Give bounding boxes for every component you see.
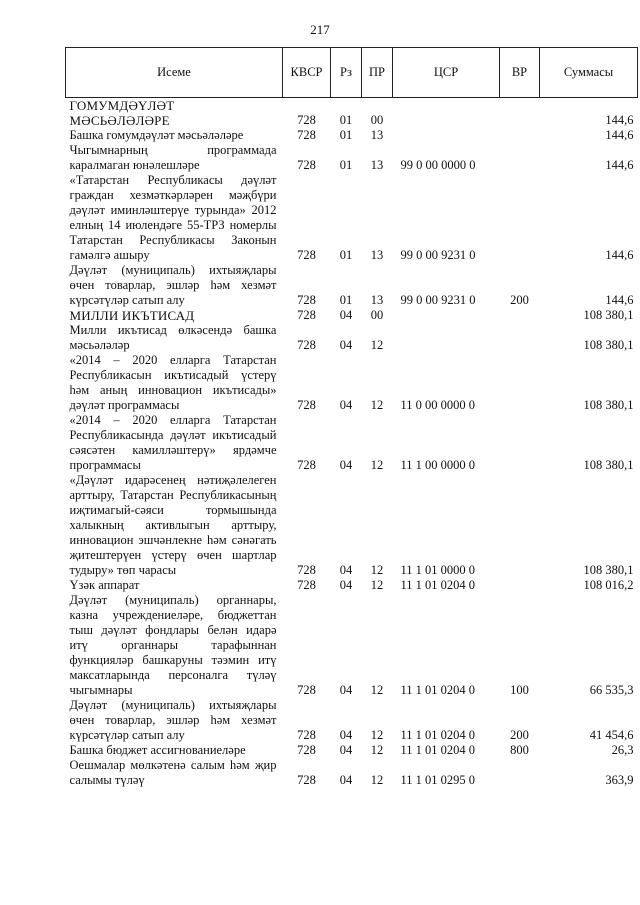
- cell-sum: 144,6: [605, 158, 634, 172]
- cell-kvsr: 728: [283, 98, 331, 129]
- table-row: [66, 578, 638, 593]
- cell-pr: 12: [370, 458, 384, 472]
- cell-pr: 13: [370, 158, 384, 172]
- cell-pr: 12: [370, 683, 384, 697]
- cell-kvsr: 728: [297, 338, 316, 352]
- table-row: [66, 308, 638, 323]
- cell-rz: 01: [331, 98, 362, 129]
- cell-name: Дәүләт (муниципаль) ихтыяҗлары өчен товарлар, эшләр һәм хезмәт күрсәтүләр сатып алу: [69, 263, 277, 307]
- cell-rz: 04: [339, 743, 353, 757]
- cell-kvsr: 728: [297, 683, 316, 697]
- cell-pr: 00: [370, 308, 384, 322]
- table-row: [66, 353, 638, 413]
- cell-rz: 04: [339, 728, 353, 742]
- cell-pr: 12: [370, 338, 384, 352]
- table-row: [66, 413, 638, 473]
- cell-vr: [500, 758, 540, 788]
- cell-pr: 12: [370, 728, 384, 742]
- table-row: [66, 263, 638, 308]
- cell-vr: [500, 143, 540, 173]
- cell-rz: 04: [339, 578, 353, 592]
- cell-sum: 108 380,1: [583, 308, 634, 322]
- cell-vr: [500, 473, 540, 578]
- table-row: [66, 173, 638, 263]
- cell-name: «2014 – 2020 елларга Татарстан Республикасын икътисадый үстерү һәм аның инновацион икътисады» дәүләт программасы: [69, 353, 277, 412]
- cell-sum: 66 535,3: [589, 683, 634, 697]
- cell-name: Милли икътисад өлкәсендә башка мәсьәләләр: [69, 323, 277, 352]
- cell-name: Оешмалар мөлкәтенә салым һәм җир салымы түләү: [69, 758, 277, 787]
- cell-sum: 144,6: [605, 248, 634, 262]
- cell-vr: [500, 323, 540, 353]
- cell-name: МИЛЛИ ИКЪТИСАД: [69, 308, 195, 323]
- cell-sum: 108 380,1: [583, 563, 634, 577]
- cell-pr: 00: [362, 98, 393, 129]
- page-number: 217: [310, 22, 330, 37]
- cell-pr: 12: [370, 398, 384, 412]
- cell-name: Чыгымнарның программада каралмаган юнәлешләре: [69, 143, 277, 172]
- cell-vr: 200: [510, 728, 529, 742]
- cell-csr: 11 1 01 0295 0: [400, 773, 476, 787]
- column-header-pr: ПР: [362, 48, 393, 98]
- table-row: [66, 323, 638, 353]
- cell-name: ГОМУМДӘҮЛӘТ МӘСЬӘЛӘЛӘРЕ: [66, 98, 283, 129]
- cell-vr: [500, 128, 540, 143]
- cell-sum: 144,6: [605, 293, 634, 307]
- cell-kvsr: 728: [297, 308, 316, 322]
- cell-kvsr: 728: [297, 743, 316, 757]
- table-row: [66, 593, 638, 698]
- column-header-kvsr: КВСР: [283, 48, 331, 98]
- table-row: [66, 143, 638, 173]
- cell-csr: 99 0 00 0000 0: [400, 158, 476, 172]
- cell-pr: 13: [370, 128, 384, 142]
- cell-csr: 99 0 00 9231 0: [400, 293, 476, 307]
- cell-kvsr: 728: [297, 773, 316, 787]
- cell-vr: [500, 353, 540, 413]
- cell-name: Дәүләт (муниципаль) органнары, казна учреждениеләре, бюджеттан тыш дәүләт фондлары белән идарә итү органнары тарафыннан функцияләр башкаруны тәэмин итү максатларында персоналга түләү чыгымнары: [69, 593, 277, 697]
- cell-csr: 11 1 01 0204 0: [400, 728, 476, 742]
- cell-vr: [500, 98, 540, 129]
- cell-csr: 11 1 01 0204 0: [400, 683, 476, 697]
- cell-name: «2014 – 2020 елларга Татарстан Республикасында дәүләт икътисадый сәясәтен камилләштерү» ярдәмче программасы: [69, 413, 277, 472]
- cell-vr: [500, 173, 540, 263]
- cell-rz: 01: [339, 293, 353, 307]
- cell-csr: [393, 323, 500, 353]
- cell-kvsr: 728: [297, 248, 316, 262]
- cell-sum: 108 380,1: [583, 338, 634, 352]
- cell-csr: 11 1 00 0000 0: [400, 458, 476, 472]
- cell-csr: [393, 128, 500, 143]
- cell-sum: 108 380,1: [583, 398, 634, 412]
- cell-kvsr: 728: [297, 728, 316, 742]
- cell-name: «Дәүләт идарәсенең нәтиҗәлелеген арттыру, Татарстан Республикасының иҗтимагый-сәяси тормышында халыкның активлыгын арттыру, инновацион эшчәнлекне һәм сәнәгать җитештерүен үстерү өчен шартлар тудыру» төп чарасы: [69, 473, 277, 577]
- cell-name: Башка гомумдәүләт мәсьәләләре: [69, 128, 244, 142]
- table-row: [66, 698, 638, 743]
- cell-kvsr: 728: [297, 578, 316, 592]
- cell-kvsr: 728: [297, 563, 316, 577]
- cell-kvsr: 728: [297, 398, 316, 412]
- column-header-rz: Рз: [331, 48, 362, 98]
- cell-pr: 13: [370, 293, 384, 307]
- cell-vr: [500, 308, 540, 323]
- cell-csr: [393, 308, 500, 323]
- cell-rz: 01: [339, 248, 353, 262]
- cell-rz: 04: [339, 308, 353, 322]
- cell-csr: 11 1 01 0204 0: [400, 743, 476, 757]
- table-row: [66, 128, 638, 143]
- cell-vr: [500, 413, 540, 473]
- table-row: [66, 473, 638, 578]
- cell-name: Башка бюджет ассигнованиеләре: [69, 743, 246, 757]
- cell-vr: 800: [510, 743, 529, 757]
- cell-csr: 99 0 00 9231 0: [400, 248, 476, 262]
- cell-rz: 04: [339, 683, 353, 697]
- cell-sum: 363,9: [605, 773, 634, 787]
- table-row: [66, 98, 638, 129]
- cell-pr: 12: [370, 773, 384, 787]
- cell-rz: 01: [339, 158, 353, 172]
- cell-rz: 04: [339, 398, 353, 412]
- cell-pr: 13: [370, 248, 384, 262]
- column-header-sum: Суммасы: [540, 48, 638, 98]
- table-body: [66, 98, 638, 789]
- cell-rz: 04: [339, 338, 353, 352]
- cell-pr: 12: [370, 578, 384, 592]
- cell-vr: 200: [510, 293, 529, 307]
- cell-sum: 41 454,6: [589, 728, 634, 742]
- cell-sum: 108 016,2: [583, 578, 634, 592]
- cell-rz: 04: [339, 563, 353, 577]
- cell-csr: 11 1 01 0000 0: [400, 563, 476, 577]
- cell-kvsr: 728: [297, 293, 316, 307]
- cell-name: Дәүләт (муниципаль) ихтыяҗлары өчен товарлар, эшләр һәм хезмәт күрсәтүләр сатып алу: [69, 698, 277, 742]
- table-row: [66, 743, 638, 758]
- cell-csr: 11 0 00 0000 0: [400, 398, 476, 412]
- cell-sum: 108 380,1: [583, 458, 634, 472]
- cell-vr: [500, 578, 540, 593]
- cell-rz: 01: [339, 128, 353, 142]
- cell-kvsr: 728: [297, 458, 316, 472]
- column-header-vr: ВР: [500, 48, 540, 98]
- cell-rz: 04: [339, 458, 353, 472]
- cell-csr: [393, 98, 500, 129]
- cell-name: «Татарстан Республикасы дәүләт граждан хезмәткәрләрен мәҗбүри дәүләт иминләштерүе турында» 2012 елның 14 июлендәге 55-ТРЗ номерлы Татарстан Республикасы Законын гамәлгә ашыру: [69, 173, 277, 262]
- cell-rz: 04: [339, 773, 353, 787]
- budget-table: [65, 47, 638, 788]
- cell-pr: 12: [370, 743, 384, 757]
- table-row: [66, 758, 638, 788]
- column-header-name: Исеме: [66, 48, 283, 98]
- cell-csr: 11 1 01 0204 0: [400, 578, 476, 592]
- column-header-csr: ЦСР: [393, 48, 500, 98]
- cell-pr: 12: [370, 563, 384, 577]
- table-header: [66, 48, 638, 98]
- cell-name: Үзәк аппарат: [69, 578, 140, 592]
- cell-vr: 100: [510, 683, 529, 697]
- cell-sum: 144,6: [605, 128, 634, 142]
- cell-sum: 144,6: [540, 98, 638, 129]
- cell-kvsr: 728: [297, 128, 316, 142]
- cell-kvsr: 728: [297, 158, 316, 172]
- cell-sum: 26,3: [611, 743, 634, 757]
